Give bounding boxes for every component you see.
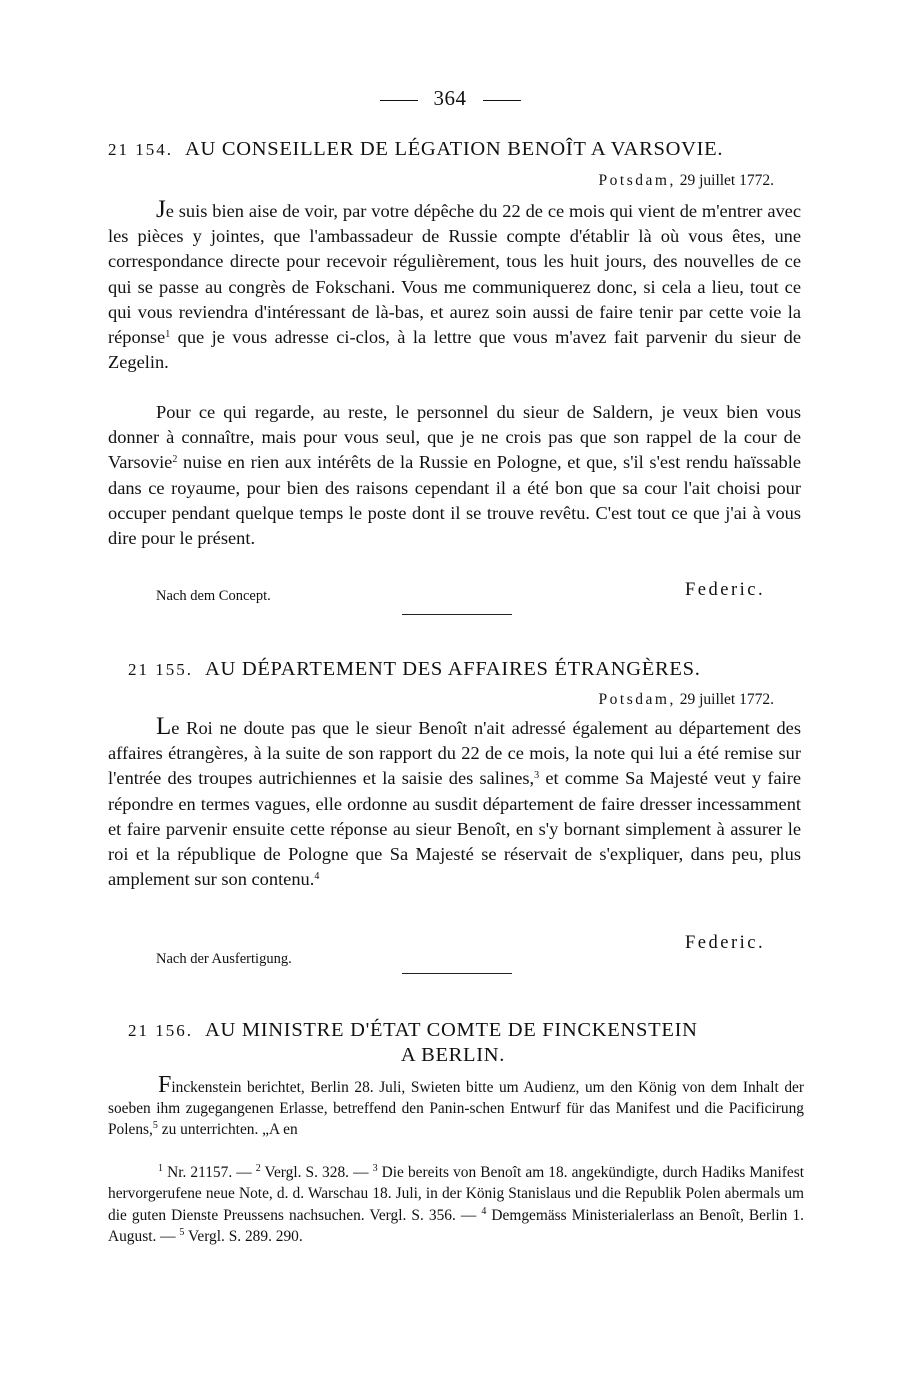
footnote-text: Die bereits von Benoît am 18. angekündigte, durch Hadiks Manifest hervorgerufene neue Note, d. d. Warschau 18. Juli, in der König Stanislaus und die Republik Polen abermals um die guten Dienste Preussens nachsuchen. Vergl. S. 356. —: [108, 1164, 804, 1224]
source-note: Nach der Ausfertigung.: [156, 951, 292, 967]
letter-title: AU DÉPARTEMENT DES AFFAIRES ÉTRANGÈRES.: [205, 658, 701, 680]
letter-title: AU CONSEILLER DE LÉGATION BENOÎT A VARSOVIE.: [185, 138, 724, 160]
letter-heading-21155: [108, 658, 798, 681]
dateline-date: 29 juillet 1772.: [679, 172, 774, 189]
section-divider: [402, 614, 512, 615]
footnotes: [108, 1162, 804, 1248]
folio-dash-left: [380, 100, 418, 101]
footnote-marker: 4: [314, 871, 320, 883]
source-note: Nach dem Concept.: [156, 588, 271, 604]
signature: Federic.: [685, 580, 766, 600]
letter-heading-21154: [108, 138, 798, 161]
footnote-number: 5: [179, 1227, 185, 1239]
folio-dash-right: [483, 100, 521, 101]
dateline-place: Potsdam,: [598, 691, 676, 708]
dateline-date: 29 juillet 1772.: [679, 691, 774, 708]
letter-summary: [108, 1072, 804, 1141]
letter-heading-21156: [108, 1019, 798, 1042]
letter-title-line2: A BERLIN.: [400, 1044, 506, 1066]
letter-dateline-21155: [599, 691, 774, 709]
letter-number: 21 154.: [108, 140, 173, 159]
paragraph-text-end: que je vous adresse ci-clos, à la lettre que vous m'avez fait parvenir du sieur de Zegelin.: [108, 327, 801, 373]
initial-letter: L: [156, 713, 172, 740]
dateline-place: Potsdam,: [598, 172, 676, 189]
footnote-text: Vergl. S. 289. 290.: [184, 1228, 303, 1246]
footnote-marker: 2: [172, 454, 178, 466]
section-divider: [402, 973, 512, 974]
footnote-number: 2: [255, 1163, 261, 1174]
summary-text: inckenstein berichtet, Berlin 28. Juli, Swieten bitte um Audienz, um den König von dem Inhalt der soeben ihm zugegangenen Erlasse, betreffend den Panin-schen Entwurf für das Manifest und die Pacificirung Polens,: [108, 1079, 804, 1139]
paragraph-text-mid: et comme Sa Majesté veut y faire répondre en termes vagues, elle ordonne au susdit département de faire dresser incessamment et faire parvenir ensuite cette réponse au sieur Benoît, en s'y bornant simplement à assurer le roi et la république de Pologne que Sa Majesté se réservait de s'expliquer, dans peu, plus amplement sur son contenu.: [108, 768, 802, 890]
summary-text-end: zu unterrichten. „A en: [157, 1121, 298, 1139]
footnote-marker: 3: [534, 770, 540, 782]
letter-number: 21 155.: [128, 660, 193, 679]
initial-letter: F: [158, 1072, 172, 1098]
footnote-number: 4: [481, 1205, 487, 1217]
letter-title: AU MINISTRE D'ÉTAT COMTE DE FINCKENSTEIN: [205, 1019, 698, 1041]
page-number: [0, 86, 900, 111]
footnote-text: Demgemäss Ministerialerlass an Benoît, Berlin 1. August. —: [108, 1206, 804, 1246]
initial-letter: J: [156, 196, 166, 223]
footnote-marker: 1: [165, 329, 171, 341]
letter-paragraph: [108, 400, 801, 551]
letter-paragraph: [108, 713, 802, 892]
footnote-number: 3: [372, 1163, 378, 1174]
paragraph-text: e Roi ne doute pas que le sieur Benoît n'ait adressé également au département des affaires étrangères, à la suite de son rapport du 22 de ce mois, la note qui lui a été remise sur l'entrée des troupes autrichiennes et la saisie des salines,: [108, 718, 801, 789]
letter-number: 21 156.: [128, 1021, 193, 1040]
footnote-text: Nr. 21157. —: [163, 1164, 256, 1181]
page-number-text: 364: [433, 86, 467, 110]
signature: Federic.: [685, 933, 766, 953]
footnote-number: 1: [158, 1163, 163, 1174]
paragraph-text: Pour ce qui regarde, au reste, le personnel du sieur de Saldern, je veux bien vous donner à connaître, mais pour vous seul, que je ne crois pas que son rappel de la cour de Varsovie: [108, 402, 801, 473]
footnote-text: Vergl. S. 328. —: [260, 1164, 373, 1181]
paragraph-text-end: nuise en rien aux intérêts de la Russie en Pologne, et que, s'il s'est rendu haïssable dans ce royaume, pour bien des raisons cependant il a été bon que sa cour l'ait choisi pour occuper pendant quelque temps le poste dont il se trouve revêtu. C'est tout ce que j'ai à vous dire pour le présent.: [108, 452, 801, 549]
paragraph-text: e suis bien aise de voir, par votre dépêche du 22 de ce mois qui vient de m'entrer avec les pièces y jointes, que l'ambassadeur de Russie compte d'établir là où vous êtes, une correspondance directe pour recevoir régulièrement, tous les huit jours, des nouvelles de ce qui se passe au congrès de Fokschani. Vous me communiquerez donc, si cela a lieu, tout ce qui vous reviendra d'intéressant de là-bas, et aurez soin aussi de faire tenir par cette voie la réponse: [108, 201, 801, 348]
footnote-marker: 5: [152, 1120, 158, 1132]
letter-dateline-21154: [599, 172, 774, 190]
letter-paragraph: [108, 196, 801, 375]
